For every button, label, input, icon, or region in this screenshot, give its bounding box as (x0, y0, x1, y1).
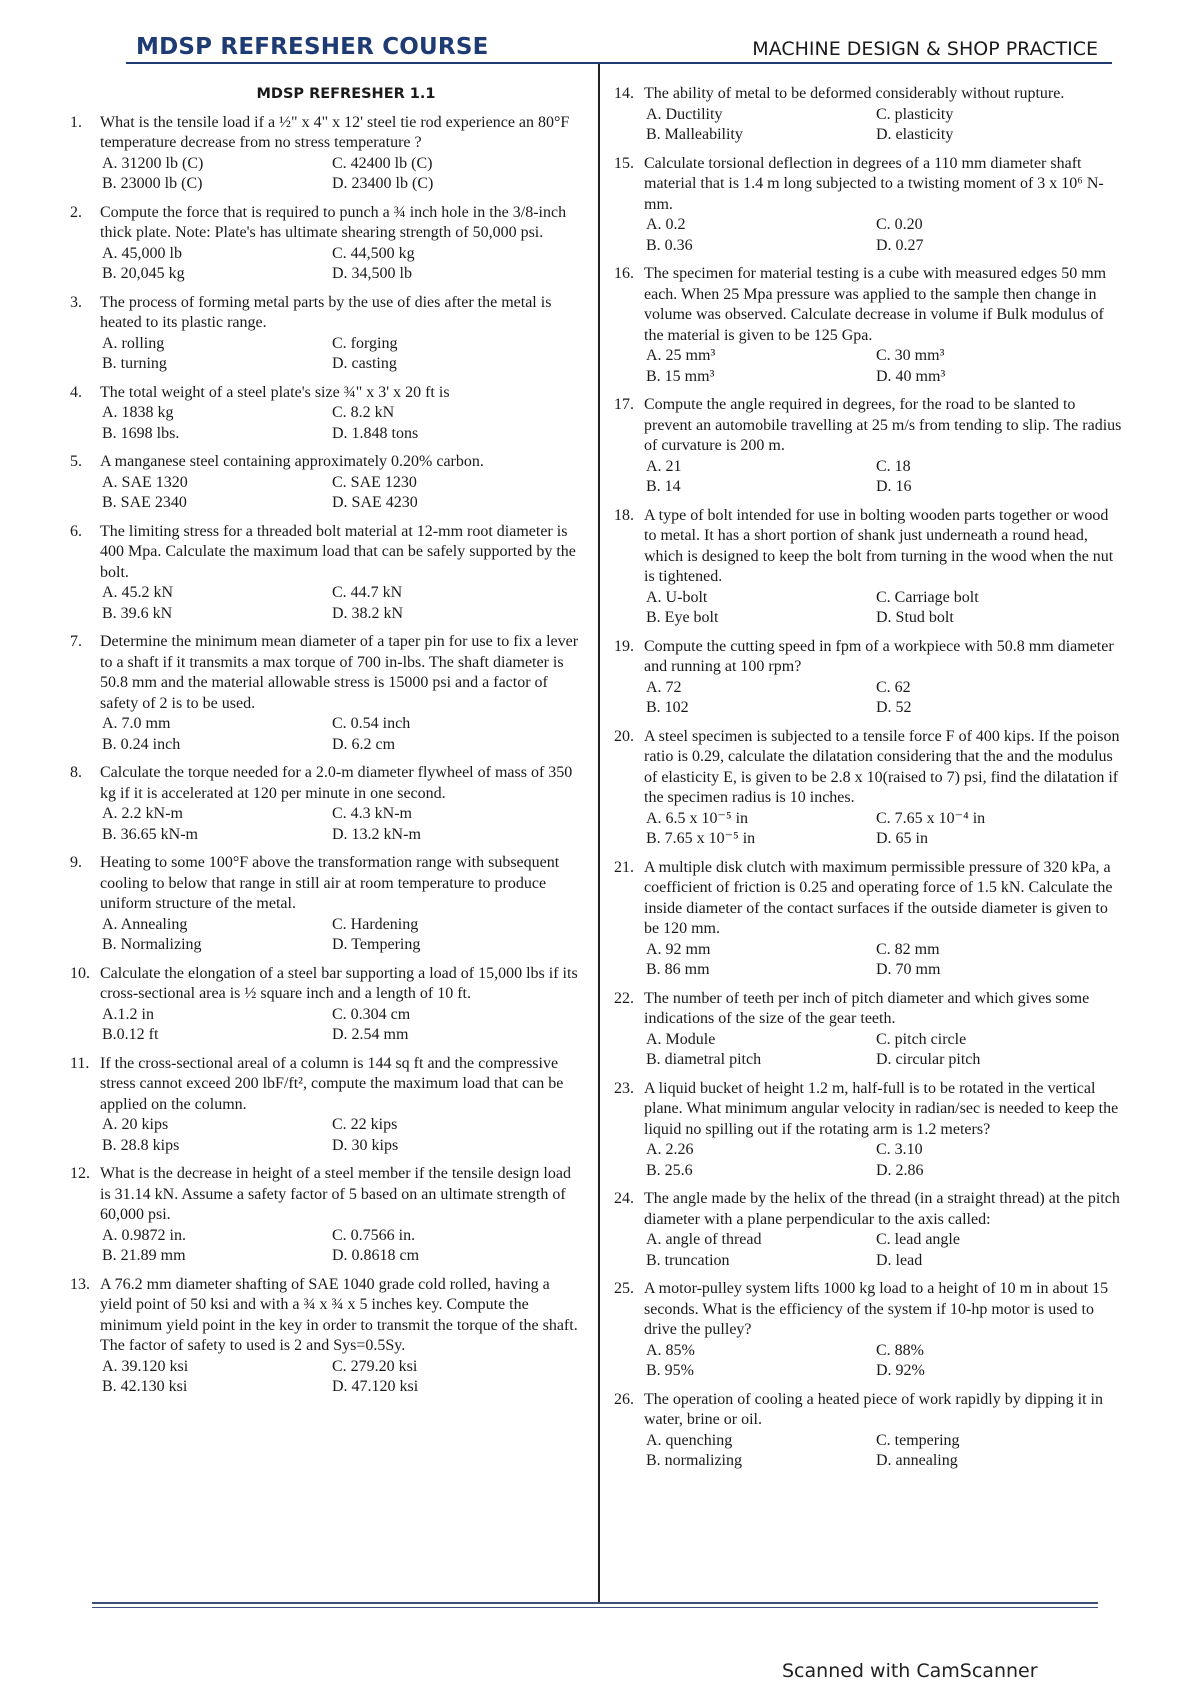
question-text: A multiple disk clutch with maximum permissible pressure of 320 kPa, a coefficient of friction is 0.25 and operating force of 1.5 kN. Calculate the inside diameter of the contact surfaces if the outside diameter is given to be 120 mm. (644, 858, 1113, 937)
answer-choice: D. Tempering (332, 936, 421, 953)
question-stem (614, 395, 1122, 457)
answer-choices (614, 105, 1122, 146)
question-text: Compute the angle required in degrees, for the road to be slanted to prevent an automobile travelling at 25 m/s from tending to slip. The radius of curvature is 200 m. (644, 396, 1122, 454)
question-stem (70, 1054, 582, 1116)
answer-choice: A. 45,000 lb (102, 244, 182, 262)
question-number: 5. (70, 453, 82, 470)
answer-choices (614, 1230, 1122, 1271)
question-stem (70, 203, 582, 244)
answer-choice: B. SAE 2340 (102, 494, 187, 511)
answer-choice: C. plasticity (876, 105, 954, 123)
question-text: The number of teeth per inch of pitch diameter and which gives some indications of the size of the gear teeth. (644, 989, 1090, 1027)
answer-choices (70, 244, 582, 285)
question-text: Calculate the elongation of a steel bar supporting a load of 15,000 lbs if its cross-sectional area is ½ square inch and a length of 10 ft. (100, 964, 578, 1002)
answer-choice: C. 0.54 inch (332, 715, 411, 732)
question-item (70, 1275, 582, 1398)
question-text: The ability of metal to be deformed considerably without rupture. (644, 85, 1065, 102)
answer-choice: A. rolling (102, 334, 165, 352)
answer-choices (614, 809, 1122, 850)
question-text: A type of bolt intended for use in bolting wooden parts together or wood to metal. It has a short portion of shank just underneath a round head, which is designed to keep the bolt from turning in the wood when the nut is tightened. (644, 506, 1114, 585)
question-item (70, 763, 582, 845)
answer-choice: A. 21 (646, 457, 682, 475)
question-item (614, 395, 1122, 498)
left-column (70, 84, 582, 1406)
answer-choices (614, 215, 1122, 256)
answer-choices (70, 1226, 582, 1267)
answer-choice: D. 40 mm³ (876, 367, 946, 385)
answer-choice: D. 0.8618 cm (332, 1247, 420, 1264)
answer-choice: B.0.12 ft (102, 1026, 159, 1043)
answer-choices (70, 1357, 582, 1398)
question-number: 11. (70, 1054, 90, 1072)
answer-choice: A. SAE 1320 (102, 473, 188, 491)
question-number: 14. (614, 85, 634, 102)
question-stem (614, 264, 1122, 346)
answer-choice: D. circular pitch (876, 1051, 981, 1068)
question-item (614, 727, 1122, 850)
answer-choice: B. 7.65 x 10⁻⁵ in (646, 830, 756, 847)
question-item (70, 113, 582, 195)
question-number: 7. (70, 633, 82, 650)
answer-choice: D. 65 in (876, 830, 928, 847)
question-item (70, 203, 582, 285)
question-text: What is the decrease in height of a steel member if the tensile design load is 31.14 kN. Assume a safety factor of 5 based on an ultimate strength of 60,000 psi. (100, 1165, 571, 1223)
answer-choice: C. 0.7566 in. (332, 1226, 416, 1244)
answer-choice: A. 92 mm (646, 940, 711, 958)
answer-choice: B. 36.65 kN-m (102, 825, 198, 843)
question-number: 9. (70, 854, 82, 871)
question-item (70, 293, 582, 375)
question-stem (70, 632, 582, 714)
question-number: 12. (70, 1165, 90, 1182)
question-text: A liquid bucket of height 1.2 m, half-full is to be rotated in the vertical plane. What minimum angular velocity in radian/sec is needed to keep the liquid no spilling out if the rotating arm is 1.2 meters? (644, 1079, 1119, 1138)
answer-choice: A. 85% (646, 1341, 695, 1359)
question-stem (70, 1164, 582, 1226)
footer-rule-thin (92, 1607, 1098, 1608)
answer-choices (70, 583, 582, 624)
question-number: 20. (614, 727, 634, 745)
answer-choice: D. SAE 4230 (332, 494, 418, 511)
answer-choice: D. 47.120 ksi (332, 1378, 419, 1395)
question-text: Compute the cutting speed in fpm of a workpiece with 50.8 mm diameter and running at 100 rpm? (644, 637, 1114, 675)
question-item (70, 853, 582, 956)
question-item (70, 964, 582, 1046)
answer-choice: B. diametral pitch (646, 1051, 762, 1068)
answer-choice: B. 21.89 mm (102, 1247, 186, 1264)
answer-choice: D. casting (332, 355, 397, 372)
answer-choice: A. 25 mm³ (646, 347, 716, 364)
question-number: 26. (614, 1390, 634, 1408)
answer-choices (70, 334, 582, 375)
answer-choice: D. 2.54 mm (332, 1026, 409, 1043)
answer-choice: A. 6.5 x 10⁻⁵ in (646, 809, 749, 827)
answer-choice: C. 0.304 cm (332, 1005, 411, 1023)
answer-choice: B. 0.24 inch (102, 735, 181, 753)
question-stem (614, 154, 1122, 216)
question-number: 3. (70, 293, 82, 311)
answer-choice: D. 0.27 (876, 236, 924, 254)
question-number: 13. (70, 1275, 90, 1293)
answer-choice: A. 0.2 (646, 216, 686, 233)
answer-choice: A. Annealing (102, 915, 188, 933)
answer-choice: A. 31200 lb (C) (102, 154, 204, 172)
question-number: 18. (614, 506, 634, 524)
question-stem (70, 383, 582, 404)
answer-choice: C. 8.2 kN (332, 404, 395, 421)
answer-choice: A. 45.2 kN (102, 584, 174, 601)
answer-choices (614, 588, 1122, 629)
answer-choice: B. normalizing (646, 1452, 742, 1469)
question-number: 15. (614, 154, 634, 172)
answer-choice: D. lead (876, 1251, 923, 1269)
answer-choices (614, 1030, 1122, 1071)
question-stem (70, 853, 582, 915)
question-item (614, 1279, 1122, 1382)
answer-choice: D. 1.848 tons (332, 424, 419, 442)
answer-choice: B. 102 (646, 699, 689, 716)
answer-choice: D. Stud bolt (876, 609, 954, 626)
answer-choices (614, 1431, 1122, 1472)
answer-choices (70, 1115, 582, 1156)
question-item (70, 452, 582, 514)
question-stem (70, 293, 582, 334)
question-text: Determine the minimum mean diameter of a taper pin for use to fix a lever to a shaft if it transmits a max torque of 700 in-lbs. The shaft diameter is 50.8 mm and the material allowable stress is 15000 psi and a factor of safety of 2 is to be used. (100, 633, 579, 712)
answer-choice: C. lead angle (876, 1231, 960, 1248)
answer-choice: C. 30 mm³ (876, 347, 945, 364)
answer-choice: C. 44.7 kN (332, 584, 403, 601)
answer-choice: D. 23400 lb (C) (332, 175, 434, 192)
answer-choices (614, 457, 1122, 498)
answer-choice: D. 2.86 (876, 1161, 924, 1179)
answer-choice: A. 39.120 ksi (102, 1357, 189, 1375)
question-stem (70, 522, 582, 584)
question-text: A manganese steel containing approximately 0.20% carbon. (100, 453, 484, 470)
right-column (614, 84, 1122, 1480)
question-text: A 76.2 mm diameter shafting of SAE 1040 grade cold rolled, having a yield point of 50 ksi and with a ¾ x ¾ x 5 inches key. Compute the minimum yield point in the key in order to transmit the torque of the shaft. The factor of safety to used is 2 and Sys=0.5Sy. (100, 1275, 578, 1354)
answer-choice: B. Malleability (646, 126, 743, 143)
answer-choice: D. 34,500 lb (332, 265, 412, 282)
answer-choice: C. 82 mm (876, 940, 940, 958)
answer-choice: C. 18 (876, 457, 911, 475)
question-item (70, 632, 582, 755)
answer-choice: A. Module (646, 1030, 716, 1048)
answer-choice: C. 88% (876, 1341, 924, 1359)
answer-choices (614, 346, 1122, 387)
question-text: Calculate the torque needed for a 2.0-m diameter flywheel of mass of 350 kg if it is accelerated at 120 per minute in one second. (100, 764, 573, 802)
answer-choice: C. 62 (876, 678, 911, 696)
answer-choice: D. 13.2 kN-m (332, 825, 421, 843)
question-item (614, 858, 1122, 981)
answer-choice: B. 23000 lb (C) (102, 175, 203, 192)
question-stem (70, 113, 582, 154)
answer-choice: C. 22 kips (332, 1116, 398, 1133)
question-stem (70, 763, 582, 804)
question-item (70, 1164, 582, 1267)
question-item (614, 989, 1122, 1071)
answer-choice: B. 86 mm (646, 961, 710, 978)
question-text: The operation of cooling a heated piece of work rapidly by dipping it in water, brine or oil. (644, 1390, 1103, 1428)
answer-choices (70, 714, 582, 755)
question-text: The specimen for material testing is a cube with measured edges 50 mm each. When 25 Mpa pressure was applied to the sample then change in volume was observed. Calculate decrease in volume if Bulk modulus of the material is given to be 125 Gpa. (644, 265, 1107, 344)
answer-choice: B. 39.6 kN (102, 604, 173, 622)
question-text: A steel specimen is subjected to a tensile force F of 400 kips. If the poison ratio is 0.29, calculate the dilatation considering that the and the modulus of elasticity E, is given to be 2.8 x 10(raised to 7) psi, find the dilatation if the specimen radius is 10 inches. (644, 727, 1120, 806)
answer-choices (70, 1005, 582, 1046)
answer-choice: A. U-bolt (646, 588, 708, 606)
answer-choices (614, 1140, 1122, 1181)
question-text: Compute the force that is required to punch a ¾ inch hole in the 3/8-inch thick plate. Note: Plate's has ultimate shearing strength of 50,000 psi. (100, 203, 567, 241)
question-stem (614, 1189, 1122, 1230)
answer-choice: C. 42400 lb (C) (332, 154, 433, 172)
answer-choice: B. Normalizing (102, 936, 202, 953)
question-stem (70, 1275, 582, 1357)
question-item (614, 506, 1122, 629)
question-number: 4. (70, 383, 82, 401)
answer-choice: C. 4.3 kN-m (332, 805, 412, 822)
answer-choice: B. 95% (646, 1362, 694, 1379)
column-divider (598, 64, 600, 1602)
question-number: 19. (614, 637, 634, 655)
question-number: 17. (614, 396, 634, 413)
question-stem (614, 727, 1122, 809)
answer-choice: B. truncation (646, 1251, 730, 1269)
answer-choice: A.1.2 in (102, 1005, 154, 1023)
answer-choices (70, 473, 582, 514)
answer-choice: A. 1838 kg (102, 404, 174, 421)
answer-choice: B. 15 mm³ (646, 367, 715, 385)
footer-rule (92, 1602, 1098, 1604)
question-number: 24. (614, 1190, 634, 1207)
question-text: What is the tensile load if a ½" x 4" x 12' steel tie rod experience an 80°F temperature decrease from no stress temperature ? (100, 113, 570, 151)
question-stem (614, 1279, 1122, 1341)
question-item (70, 1054, 582, 1157)
answer-choice: C. SAE 1230 (332, 473, 417, 491)
answer-choice: D. annealing (876, 1452, 958, 1469)
question-stem (614, 858, 1122, 940)
answer-choice: A. 2.26 (646, 1141, 694, 1158)
question-number: 22. (614, 989, 634, 1007)
answer-choice: A. 0.9872 in. (102, 1226, 186, 1244)
question-text: Heating to some 100°F above the transformation range with subsequent cooling to below that range in still air at room temperature to produce uniform structure of the metal. (100, 854, 560, 912)
answer-choices (70, 154, 582, 195)
answer-choice: B. 20,045 kg (102, 265, 185, 282)
question-text: The limiting stress for a threaded bolt material at 12-mm root diameter is 400 Mpa. Calculate the maximum load that can be safely supported by the bolt. (100, 522, 576, 581)
question-stem (614, 1079, 1122, 1141)
question-item (614, 84, 1122, 146)
answer-choices (614, 1341, 1122, 1382)
answer-choice: A. Ductility (646, 105, 723, 123)
question-text: The process of forming metal parts by the use of dies after the metal is heated to its plastic range. (100, 293, 552, 331)
question-text: If the cross-sectional areal of a column is 144 sq ft and the compressive stress cannot exceed 200 lbF/ft², compute the maximum load that can be applied on the column. (100, 1054, 564, 1113)
answer-choice: A. 72 (646, 678, 682, 696)
answer-choices (614, 678, 1122, 719)
section-title: MDSP REFRESHER 1.1 (256, 86, 436, 102)
question-number: 6. (70, 522, 82, 540)
answer-choices (70, 915, 582, 956)
question-number: 25. (614, 1280, 634, 1297)
answer-choices (70, 804, 582, 845)
answer-choice: B. Eye bolt (646, 609, 719, 626)
answer-choice: A. angle of thread (646, 1231, 762, 1248)
answer-choice: D. 30 kips (332, 1136, 399, 1154)
answer-choice: D. 52 (876, 699, 912, 716)
question-item (70, 383, 582, 445)
question-item (614, 1079, 1122, 1182)
answer-choice: C. pitch circle (876, 1030, 967, 1048)
question-stem (70, 964, 582, 1005)
question-stem (70, 452, 582, 473)
answer-choice: B. 25.6 (646, 1161, 693, 1179)
answer-choice: C. 0.20 (876, 216, 923, 233)
answer-choices (70, 403, 582, 444)
answer-choice: D. elasticity (876, 126, 954, 143)
question-item (614, 1189, 1122, 1271)
question-item (614, 637, 1122, 719)
answer-choice: A. 7.0 mm (102, 715, 171, 732)
subject-title: MACHINE DESIGN & SHOP PRACTICE (752, 38, 1098, 60)
answer-choice: A. 20 kips (102, 1116, 169, 1133)
answer-choice: D. 16 (876, 478, 912, 495)
question-item (614, 1390, 1122, 1472)
question-text: Calculate torsional deflection in degrees of a 110 mm diameter shaft material that is 1.4 m long subjected to a twisting moment of 3 x 10⁶ N-mm. (644, 154, 1104, 213)
question-item (614, 264, 1122, 387)
answer-choice: C. Carriage bolt (876, 588, 979, 606)
question-number: 8. (70, 764, 82, 781)
question-number: 1. (70, 113, 82, 131)
answer-choice: D. 6.2 cm (332, 735, 396, 753)
question-text: A motor-pulley system lifts 1000 kg load to a height of 10 m in about 15 seconds. What is the efficiency of the system if 10-hp motor is used to drive the pulley? (644, 1280, 1109, 1338)
answer-choices (614, 940, 1122, 981)
question-number: 21. (614, 858, 634, 876)
answer-choice: B. 1698 lbs. (102, 424, 180, 442)
header-rule (126, 62, 1112, 64)
question-number: 23. (614, 1079, 634, 1097)
scanner-watermark: Scanned with CamScanner (782, 1660, 1038, 1682)
question-text: The angle made by the helix of the thread (in a straight thread) at the pitch diameter with a plane perpendicular to the axis called: (644, 1190, 1120, 1228)
answer-choice: C. 44,500 kg (332, 244, 415, 262)
answer-choice: A. quenching (646, 1431, 733, 1449)
course-title: MDSP REFRESHER COURSE (136, 34, 489, 60)
question-number: 10. (70, 964, 90, 982)
question-stem (614, 1390, 1122, 1431)
question-text: The total weight of a steel plate's size ¾" x 3' x 20 ft is (100, 383, 450, 401)
answer-choice: D. 92% (876, 1362, 925, 1379)
answer-choice: C. tempering (876, 1431, 960, 1449)
answer-choice: B. 42.130 ksi (102, 1378, 188, 1395)
answer-choice: B. turning (102, 355, 167, 372)
answer-choice: C. 279.20 ksi (332, 1357, 418, 1375)
question-number: 2. (70, 203, 82, 221)
question-stem (614, 506, 1122, 588)
question-stem (614, 84, 1122, 105)
answer-choice: C. Hardening (332, 915, 419, 933)
answer-choice: B. 14 (646, 478, 681, 495)
question-stem (614, 989, 1122, 1030)
answer-choice: C. 7.65 x 10⁻⁴ in (876, 809, 986, 827)
question-item (614, 154, 1122, 257)
question-number: 16. (614, 265, 634, 282)
answer-choice: B. 0.36 (646, 236, 693, 254)
answer-choice: D. 38.2 kN (332, 604, 404, 622)
question-stem (614, 637, 1122, 678)
answer-choice: C. forging (332, 334, 398, 352)
answer-choice: B. 28.8 kips (102, 1136, 180, 1154)
question-item (70, 522, 582, 625)
answer-choice: D. 70 mm (876, 961, 941, 978)
answer-choice: A. 2.2 kN-m (102, 805, 183, 822)
answer-choice: C. 3.10 (876, 1141, 923, 1158)
